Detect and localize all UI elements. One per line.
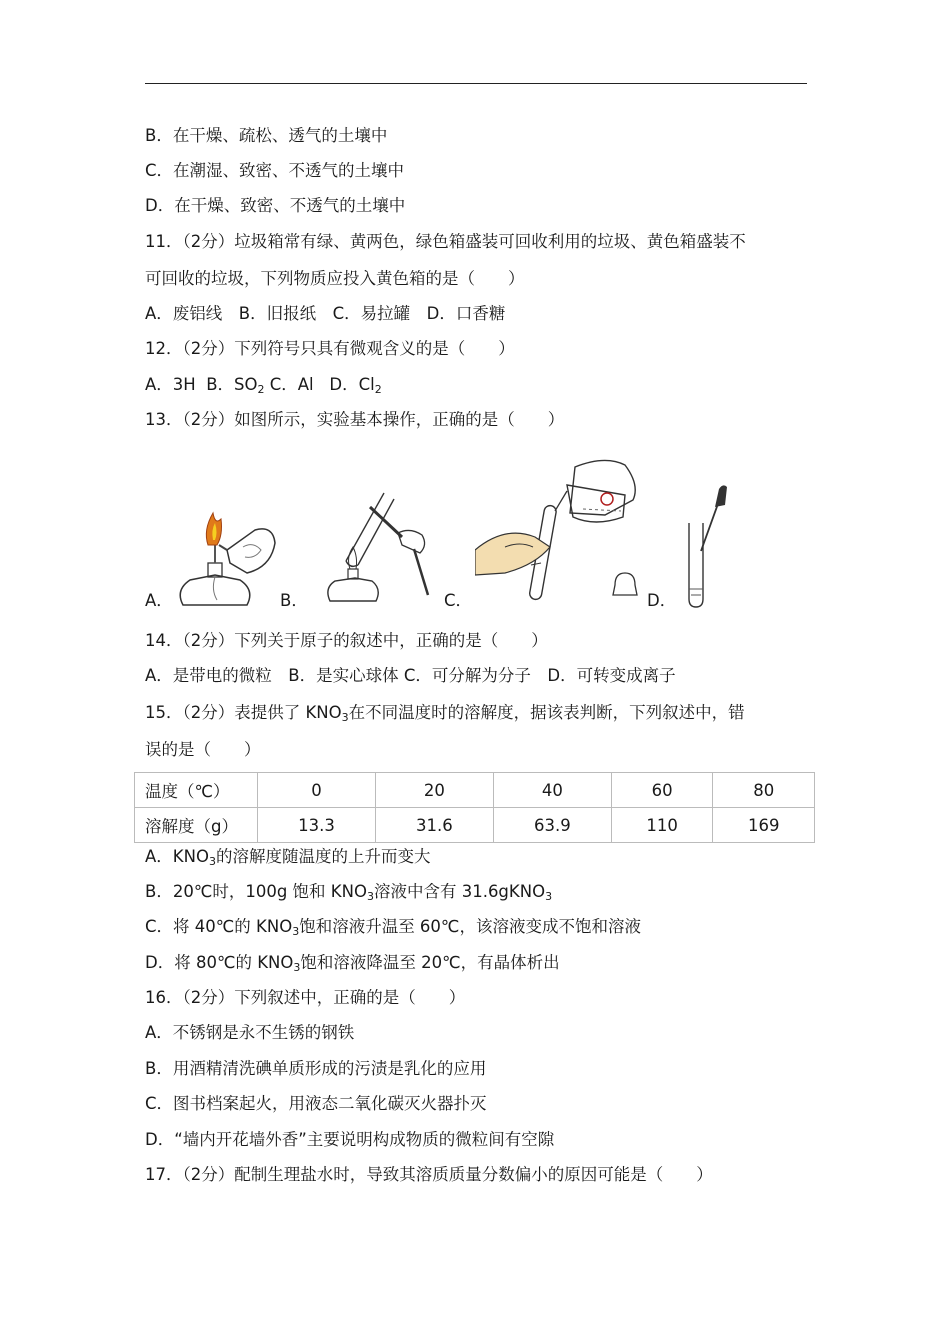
figure-b-label: B． [280,591,308,610]
q16-stem: 16．（2分）下列叙述中，正确的是（ ） [145,988,466,1007]
q12-stem: 12．（2分）下列符号只具有微观含义的是（ ） [145,339,515,358]
q15-stem-cont: 误的是（ ） [145,740,261,759]
table-cell: 13.3 [258,808,376,843]
q11-stem: 11．（2分）垃圾箱常有绿、黄两色，绿色箱盛装可回收利用的垃圾、黄色箱盛装不 [145,232,746,251]
table-row-temperature [135,773,815,808]
row-header-temperature: 温度（℃） [135,773,258,808]
solubility-table [134,772,815,843]
q10-option-d: D．在干燥、致密、不透气的土壤中 [145,196,406,215]
q15-option-d: D．将 80℃的 $KNO_3$饱和溶液降温至 20℃，有晶体析出 [145,953,560,974]
table-cell: 80 [713,773,815,808]
q13-figure-row [145,455,807,615]
q16-option-c: C．图书档案起火，用液态二氧化碳灭火器扑灭 [145,1094,487,1113]
figure-c-label: C． [444,591,473,610]
row-header-solubility: 溶解度（g） [135,808,258,843]
table-cell: 20 [375,773,493,808]
q17-stem: 17．（2分）配制生理盐水时，导致其溶质质量分数偏小的原因可能是（ ） [145,1165,713,1184]
q12-option-c: C．Al [269,375,314,394]
table-cell: 60 [611,773,713,808]
q11-stem-cont: 可回收的垃圾，下列物质应投入黄色箱的是（ ） [145,269,525,288]
heating-test-tube-figure [310,483,440,610]
q16-option-d: D．“墙内开花墙外香”主要说明构成物质的微粒间有空隙 [145,1130,555,1149]
q16-option-a: A．不锈钢是永不生锈的钢铁 [145,1023,355,1042]
table-cell: 110 [611,808,713,843]
q12-option-b: B．$SO_2$ [206,375,265,396]
q15-option-b: B．20℃时，100g 饱和 $KNO_3$溶液中含有 31.6gKNO$_3$ [145,882,553,903]
table-cell: 0 [258,773,376,808]
q10-option-c: C．在潮湿、致密、不透气的土壤中 [145,161,405,180]
table-cell: 40 [493,773,611,808]
q12-options [145,373,382,397]
table-cell: 169 [713,808,815,843]
q16-option-b: B．用酒精清洗碘单质形成的污渍是乳化的应用 [145,1059,487,1078]
table-row-solubility [135,808,815,843]
alcohol-lamp-lighting-figure [175,495,285,610]
q11-options: A．废铝线 B．旧报纸 C．易拉罐 D．口香糖 [145,304,506,323]
header-rule [145,83,807,84]
q13-stem: 13．（2分）如图所示，实验基本操作，正确的是（ ） [145,410,565,429]
table-cell: 31.6 [375,808,493,843]
q10-option-b: B．在干燥、疏松、透气的土壤中 [145,126,388,145]
table-cell: 63.9 [493,808,611,843]
figure-d-label: D． [647,591,677,610]
dropper-figure [675,483,735,610]
pouring-liquid-figure [475,455,650,610]
q12-option-a: A．3H [145,375,196,394]
q15-option-a: A．$KNO_3$的溶解度随温度的上升而变大 [145,847,431,868]
q14-options: A．是带电的微粒 B．是实心球体 C．可分解为分子 D．可转变成离子 [145,666,676,685]
q14-stem: 14．（2分）下列关于原子的叙述中，正确的是（ ） [145,631,548,650]
q15-stem: 15．（2分）表提供了 $KNO_3$在不同温度时的溶解度，据该表判断，下列叙述中，错 [145,703,745,724]
figure-a-label: A． [145,591,173,610]
q15-option-c: C．将 40℃的 $KNO_3$饱和溶液升温至 60℃，该溶液变成不饱和溶液 [145,917,641,938]
q12-option-d: D．$Cl_2$ [329,375,382,396]
